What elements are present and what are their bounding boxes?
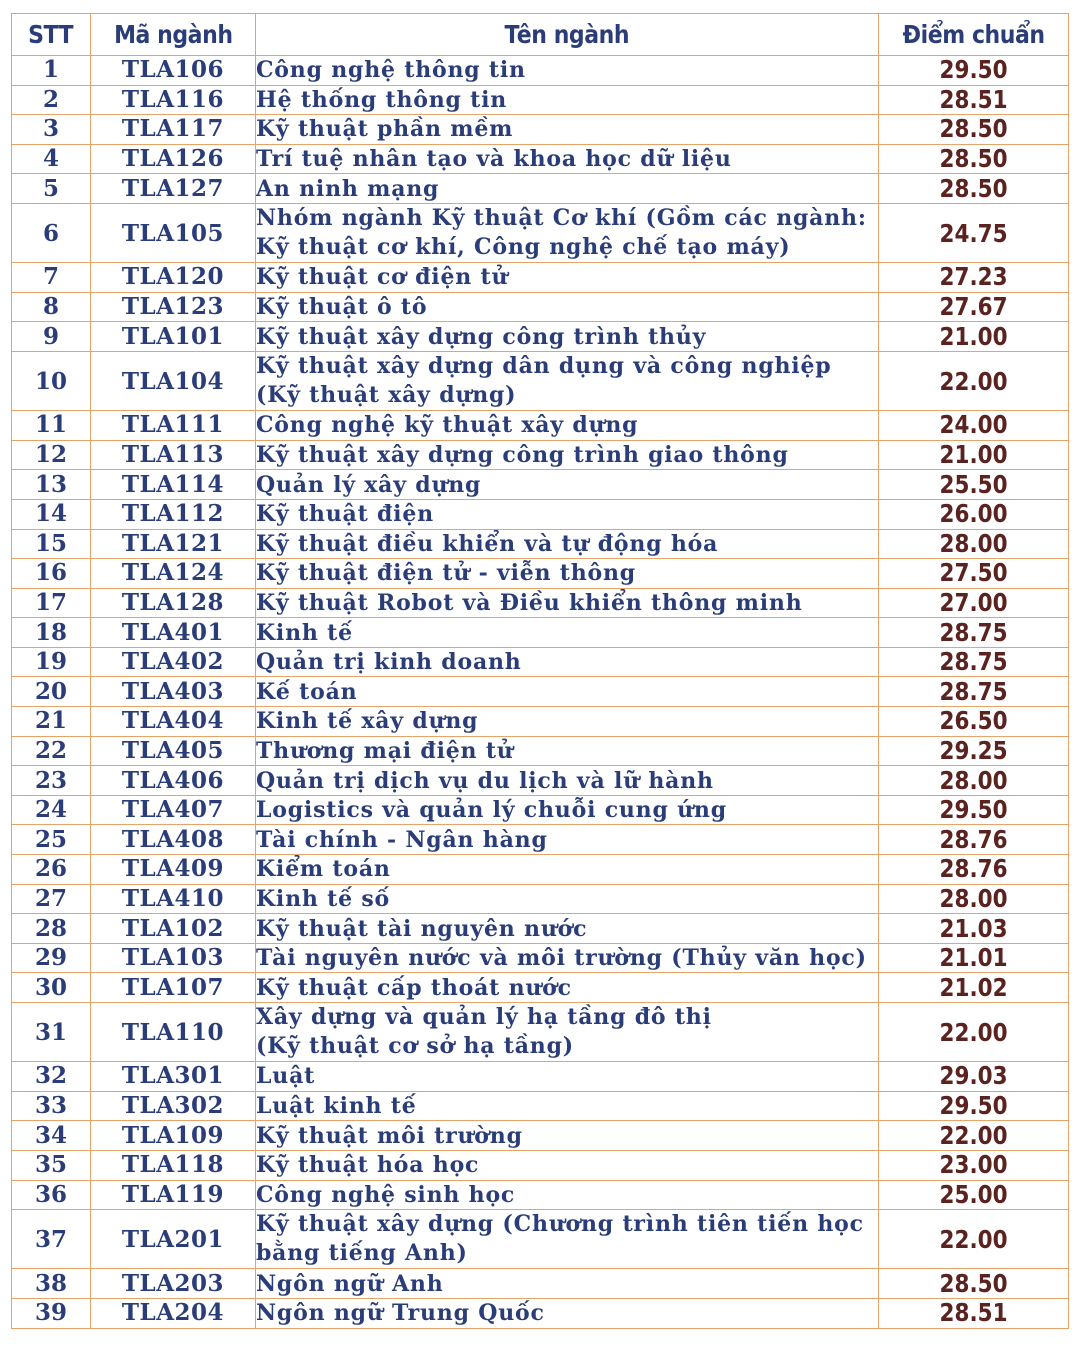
row-cutoff-score [879,411,1069,441]
row-stt: 23 [12,766,91,796]
row-major-name-line: Kỹ thuật xây dựng công trình thủy [256,323,707,350]
row-cutoff-score [879,559,1069,589]
table-row [12,56,1069,86]
table-row [12,174,1069,204]
row-cutoff-score [879,943,1069,973]
row-major-name [256,1091,879,1121]
row-stt: 28 [12,914,91,944]
row-major-name [256,795,879,825]
row-cutoff-score [879,470,1069,500]
row-major-name-line: Kỹ thuật ô tô [256,294,428,321]
row-major-code: TLA407 [91,795,256,825]
table-row [12,1003,1069,1062]
row-stt: 24 [12,795,91,825]
row-major-name [256,855,879,885]
row-stt: 10 [12,351,91,410]
row-major-code: TLA116 [91,85,256,115]
row-major-name [256,411,879,441]
row-major-name [256,115,879,145]
row-major-code: TLA111 [91,411,256,441]
row-major-name-line: Kỹ thuật môi trường [256,1122,523,1149]
row-major-name [256,766,879,796]
row-stt: 33 [12,1091,91,1121]
row-cutoff-score-value: 27.00 [939,588,1008,617]
row-cutoff-score-value: 27.23 [939,262,1008,292]
row-major-name-line: Kỹ thuật Robot và Điều khiển thông minh [256,589,803,616]
row-stt: 30 [12,973,91,1003]
row-stt: 19 [12,647,91,677]
row-cutoff-score [879,1298,1069,1328]
row-major-code: TLA105 [91,203,256,262]
row-cutoff-score-value: 28.76 [939,854,1008,884]
row-major-name [256,1180,879,1210]
row-major-name-line: Luật kinh tế [256,1093,417,1120]
row-major-name-line: Quản lý xây dựng [256,471,482,498]
row-major-name-line: Kinh tế [256,619,353,646]
row-cutoff-score [879,1210,1069,1269]
row-cutoff-score-value: 28.51 [939,1298,1008,1328]
row-major-name-line: Kỹ thuật cơ khí, Công nghệ chế tạo máy) [256,234,791,261]
header-name: Tên ngành [256,14,879,56]
header-row [12,14,1069,56]
row-major-code: TLA204 [91,1298,256,1328]
row-cutoff-score-value: 24.75 [939,218,1008,248]
row-cutoff-score-value: 22.00 [939,1017,1008,1047]
row-major-code: TLA109 [91,1121,256,1151]
row-major-name [256,825,879,855]
row-stt: 7 [12,263,91,293]
row-stt: 22 [12,736,91,766]
row-cutoff-score-value: 27.67 [939,292,1008,322]
row-major-name [256,174,879,204]
row-major-code: TLA402 [91,647,256,677]
row-cutoff-score [879,1062,1069,1092]
row-major-name-line: Quản trị kinh doanh [256,649,522,676]
row-major-name [256,677,879,707]
row-cutoff-score-value: 22.00 [939,1120,1008,1150]
row-cutoff-score [879,56,1069,86]
row-cutoff-score-value: 28.50 [939,1268,1008,1298]
row-major-code: TLA410 [91,884,256,914]
row-cutoff-score-value: 24.00 [939,410,1008,440]
row-cutoff-score [879,795,1069,825]
row-major-code: TLA406 [91,766,256,796]
table-row [12,855,1069,885]
row-cutoff-score [879,766,1069,796]
row-major-name [256,56,879,86]
row-major-name-line: Kỹ thuật hóa học [256,1152,480,1179]
row-cutoff-score [879,1269,1069,1299]
row-major-name [256,914,879,944]
row-major-name [256,292,879,322]
row-cutoff-score-value: 23.00 [939,1150,1008,1180]
row-major-name [256,707,879,737]
row-major-name [256,973,879,1003]
row-cutoff-score-value: 27.50 [939,558,1008,588]
row-cutoff-score [879,351,1069,410]
row-cutoff-score-value: 28.75 [939,647,1008,677]
row-cutoff-score-value: 28.75 [939,617,1008,647]
table-row [12,707,1069,737]
row-cutoff-score-value: 29.50 [939,55,1008,85]
row-major-name-line: Kỹ thuật xây dựng dân dụng và công nghiệp [256,353,832,380]
row-stt: 18 [12,618,91,648]
row-major-name-line: Kỹ thuật cấp thoát nước [256,974,572,1001]
row-major-code: TLA120 [91,263,256,293]
row-cutoff-score-value: 22.00 [939,1224,1008,1254]
row-cutoff-score-value: 28.00 [939,884,1008,913]
table-row [12,292,1069,322]
row-major-name-line: Hệ thống thông tin [256,86,508,113]
table-row [12,440,1069,470]
row-major-code: TLA401 [91,618,256,648]
row-major-code: TLA408 [91,825,256,855]
row-stt: 4 [12,144,91,174]
table-header [12,14,1069,56]
table-row [12,1150,1069,1180]
row-cutoff-score [879,855,1069,885]
row-cutoff-score-value: 29.50 [939,795,1008,825]
row-stt: 16 [12,559,91,589]
row-major-code: TLA114 [91,470,256,500]
table-row [12,884,1069,914]
row-major-code: TLA121 [91,529,256,559]
row-major-name [256,1269,879,1299]
row-stt: 14 [12,499,91,529]
row-major-name [256,736,879,766]
table-row [12,795,1069,825]
row-major-code: TLA118 [91,1150,256,1180]
row-cutoff-score [879,736,1069,766]
row-major-name-line: Quản trị dịch vụ du lịch và lữ hành [256,767,714,794]
row-major-name-line: Trí tuệ nhân tạo và khoa học dữ liệu [256,146,732,173]
row-stt: 3 [12,115,91,145]
row-major-name-line: Kỹ thuật xây dựng công trình giao thông [256,442,789,469]
row-major-name [256,1062,879,1092]
table-row [12,115,1069,145]
row-cutoff-score [879,1091,1069,1121]
row-stt: 9 [12,322,91,352]
row-cutoff-score [879,1180,1069,1210]
row-major-code: TLA203 [91,1269,256,1299]
row-cutoff-score [879,292,1069,322]
row-cutoff-score [879,263,1069,293]
row-cutoff-score [879,1121,1069,1151]
row-cutoff-score-value: 28.50 [939,114,1008,144]
row-major-name-line: Kinh tế số [256,885,391,912]
table-row [12,1269,1069,1299]
table-row [12,470,1069,500]
row-cutoff-score [879,588,1069,618]
row-major-name-line: Kỹ thuật tài nguyên nước [256,915,588,942]
row-major-name-line: Kỹ thuật phần mềm [256,116,514,143]
row-major-name [256,499,879,529]
row-major-name-line: Công nghệ sinh học [256,1181,516,1208]
row-major-name [256,1003,879,1062]
row-major-name [256,559,879,589]
row-major-name-line: Ngôn ngữ Trung Quốc [256,1300,545,1327]
row-cutoff-score [879,440,1069,470]
row-cutoff-score-value: 28.76 [939,824,1008,854]
row-cutoff-score [879,647,1069,677]
table-row [12,1091,1069,1121]
table-row [12,322,1069,352]
row-major-code: TLA124 [91,559,256,589]
row-major-name-line: (Kỹ thuật cơ sở hạ tầng) [256,1033,574,1060]
row-cutoff-score [879,115,1069,145]
row-major-name-line: Kỹ thuật điều khiển và tự động hóa [256,530,719,557]
row-major-name [256,203,879,262]
row-major-name-line: Kinh tế xây dựng [256,708,479,735]
table-row [12,203,1069,262]
row-cutoff-score [879,529,1069,559]
table-row [12,559,1069,589]
admission-scores-table [11,13,1069,1329]
row-stt: 35 [12,1150,91,1180]
row-major-name-line: Nhóm ngành Kỹ thuật Cơ khí (Gồm các ngành: [256,205,867,232]
row-stt: 5 [12,174,91,204]
row-cutoff-score-value: 29.50 [939,1091,1008,1121]
row-major-code: TLA301 [91,1062,256,1092]
row-cutoff-score [879,1150,1069,1180]
row-major-name-line: Công nghệ kỹ thuật xây dựng [256,412,639,439]
row-major-name [256,322,879,352]
row-major-name [256,470,879,500]
row-major-code: TLA112 [91,499,256,529]
row-major-name-line: An ninh mạng [256,175,440,202]
table-row [12,766,1069,796]
table-row [12,736,1069,766]
table-row [12,1210,1069,1269]
row-major-name-line: bằng tiếng Anh) [256,1240,468,1267]
row-major-code: TLA107 [91,973,256,1003]
row-stt: 21 [12,707,91,737]
row-stt: 34 [12,1121,91,1151]
table-row [12,85,1069,115]
row-major-name-line: Xây dựng và quản lý hạ tầng đô thị [256,1004,712,1031]
table-row [12,1298,1069,1328]
row-major-name-line: Luật [256,1063,316,1090]
row-cutoff-score-value: 25.50 [939,469,1008,499]
row-stt: 27 [12,884,91,914]
row-major-name-line: Kiểm toán [256,856,391,883]
row-stt: 13 [12,470,91,500]
row-major-code: TLA405 [91,736,256,766]
row-major-code: TLA302 [91,1091,256,1121]
row-major-code: TLA113 [91,440,256,470]
table-row [12,351,1069,410]
row-major-name [256,529,879,559]
row-stt: 25 [12,825,91,855]
row-stt: 37 [12,1210,91,1269]
row-major-name [256,263,879,293]
row-major-name [256,647,879,677]
row-cutoff-score [879,85,1069,115]
row-stt: 8 [12,292,91,322]
row-stt: 38 [12,1269,91,1299]
row-major-name [256,144,879,174]
row-cutoff-score-value: 22.00 [939,366,1008,396]
table-row [12,973,1069,1003]
row-major-name [256,85,879,115]
row-cutoff-score [879,499,1069,529]
row-major-code: TLA123 [91,292,256,322]
table-row [12,588,1069,618]
header-code: Mã ngành [91,14,256,56]
row-major-name [256,1150,879,1180]
row-stt: 26 [12,855,91,885]
row-major-code: TLA128 [91,588,256,618]
row-major-code: TLA117 [91,115,256,145]
row-major-name-line: Kỹ thuật điện tử - viễn thông [256,560,636,587]
row-major-code: TLA127 [91,174,256,204]
row-major-name-line: (Kỹ thuật xây dựng) [256,382,517,409]
row-major-name-line: Ngôn ngữ Anh [256,1270,444,1297]
row-stt: 2 [12,85,91,115]
row-major-name [256,943,879,973]
row-cutoff-score-value: 26.00 [939,499,1008,529]
row-stt: 29 [12,943,91,973]
table-row [12,825,1069,855]
row-major-name-line: Kỹ thuật xây dựng (Chương trình tiên tiến học [256,1211,864,1238]
row-stt: 6 [12,203,91,262]
row-major-name [256,1121,879,1151]
admission-scores-sheet [11,13,1068,1329]
table-row [12,499,1069,529]
row-cutoff-score-value: 26.50 [939,706,1008,736]
row-stt: 20 [12,677,91,707]
row-stt: 36 [12,1180,91,1210]
row-cutoff-score-value: 21.00 [939,321,1008,351]
row-cutoff-score [879,677,1069,707]
row-cutoff-score [879,618,1069,648]
table-row [12,529,1069,559]
row-major-code: TLA102 [91,914,256,944]
row-stt: 1 [12,56,91,86]
table-row [12,144,1069,174]
row-cutoff-score-value: 28.51 [939,85,1008,114]
row-major-name-line: Công nghệ thông tin [256,57,526,84]
table-row [12,618,1069,648]
row-major-code: TLA104 [91,351,256,410]
table-row [12,914,1069,944]
row-cutoff-score [879,322,1069,352]
row-cutoff-score-value: 29.03 [939,1061,1008,1091]
row-stt: 11 [12,411,91,441]
row-major-name [256,1298,879,1328]
row-cutoff-score [879,825,1069,855]
row-cutoff-score-value: 25.00 [939,1180,1008,1209]
row-cutoff-score-value: 21.02 [939,972,1008,1002]
row-major-code: TLA126 [91,144,256,174]
row-cutoff-score [879,707,1069,737]
row-stt: 17 [12,588,91,618]
row-major-code: TLA101 [91,322,256,352]
row-stt: 39 [12,1298,91,1328]
table-row [12,943,1069,973]
header-score: Điểm chuẩn [879,14,1069,56]
row-major-name [256,618,879,648]
row-cutoff-score-value: 28.75 [939,676,1008,706]
table-row [12,677,1069,707]
row-major-code: TLA106 [91,56,256,86]
row-cutoff-score-value: 28.00 [939,765,1008,795]
row-major-name [256,351,879,410]
row-cutoff-score [879,174,1069,204]
row-cutoff-score-value: 21.03 [939,913,1008,943]
row-major-code: TLA110 [91,1003,256,1062]
row-cutoff-score-value: 28.50 [939,173,1008,203]
table-row [12,647,1069,677]
row-cutoff-score [879,144,1069,174]
row-major-code: TLA404 [91,707,256,737]
row-cutoff-score [879,884,1069,914]
row-major-name-line: Kỹ thuật điện [256,501,434,528]
row-major-code: TLA409 [91,855,256,885]
row-major-code: TLA201 [91,1210,256,1269]
row-major-name-line: Logistics và quản lý chuỗi cung ứng [256,797,727,824]
row-major-name [256,588,879,618]
row-major-name-line: Thương mại điện tử [256,737,514,764]
table-row [12,411,1069,441]
row-cutoff-score-value: 28.50 [939,144,1008,174]
table-row [12,1180,1069,1210]
row-stt: 31 [12,1003,91,1062]
table-body [12,56,1069,1329]
row-cutoff-score [879,1003,1069,1062]
table-row [12,263,1069,293]
row-cutoff-score [879,203,1069,262]
row-stt: 32 [12,1062,91,1092]
row-major-name-line: Tài nguyên nước và môi trường (Thủy văn học) [256,945,867,972]
row-stt: 15 [12,529,91,559]
row-major-name [256,884,879,914]
row-major-name-line: Kế toán [256,678,358,705]
row-cutoff-score-value: 28.00 [939,529,1008,558]
row-major-name [256,1210,879,1269]
row-major-name-line: Tài chính - Ngân hàng [256,826,548,853]
row-major-code: TLA119 [91,1180,256,1210]
table-row [12,1062,1069,1092]
table-row [12,1121,1069,1151]
row-major-code: TLA403 [91,677,256,707]
row-cutoff-score-value: 21.01 [939,943,1008,973]
row-cutoff-score [879,973,1069,1003]
row-major-code: TLA103 [91,943,256,973]
row-cutoff-score [879,914,1069,944]
row-cutoff-score-value: 29.25 [939,736,1008,765]
row-stt: 12 [12,440,91,470]
row-cutoff-score-value: 21.00 [939,440,1008,470]
header-stt: STT [12,14,91,56]
row-major-name-line: Kỹ thuật cơ điện tử [256,264,509,291]
row-major-name [256,440,879,470]
